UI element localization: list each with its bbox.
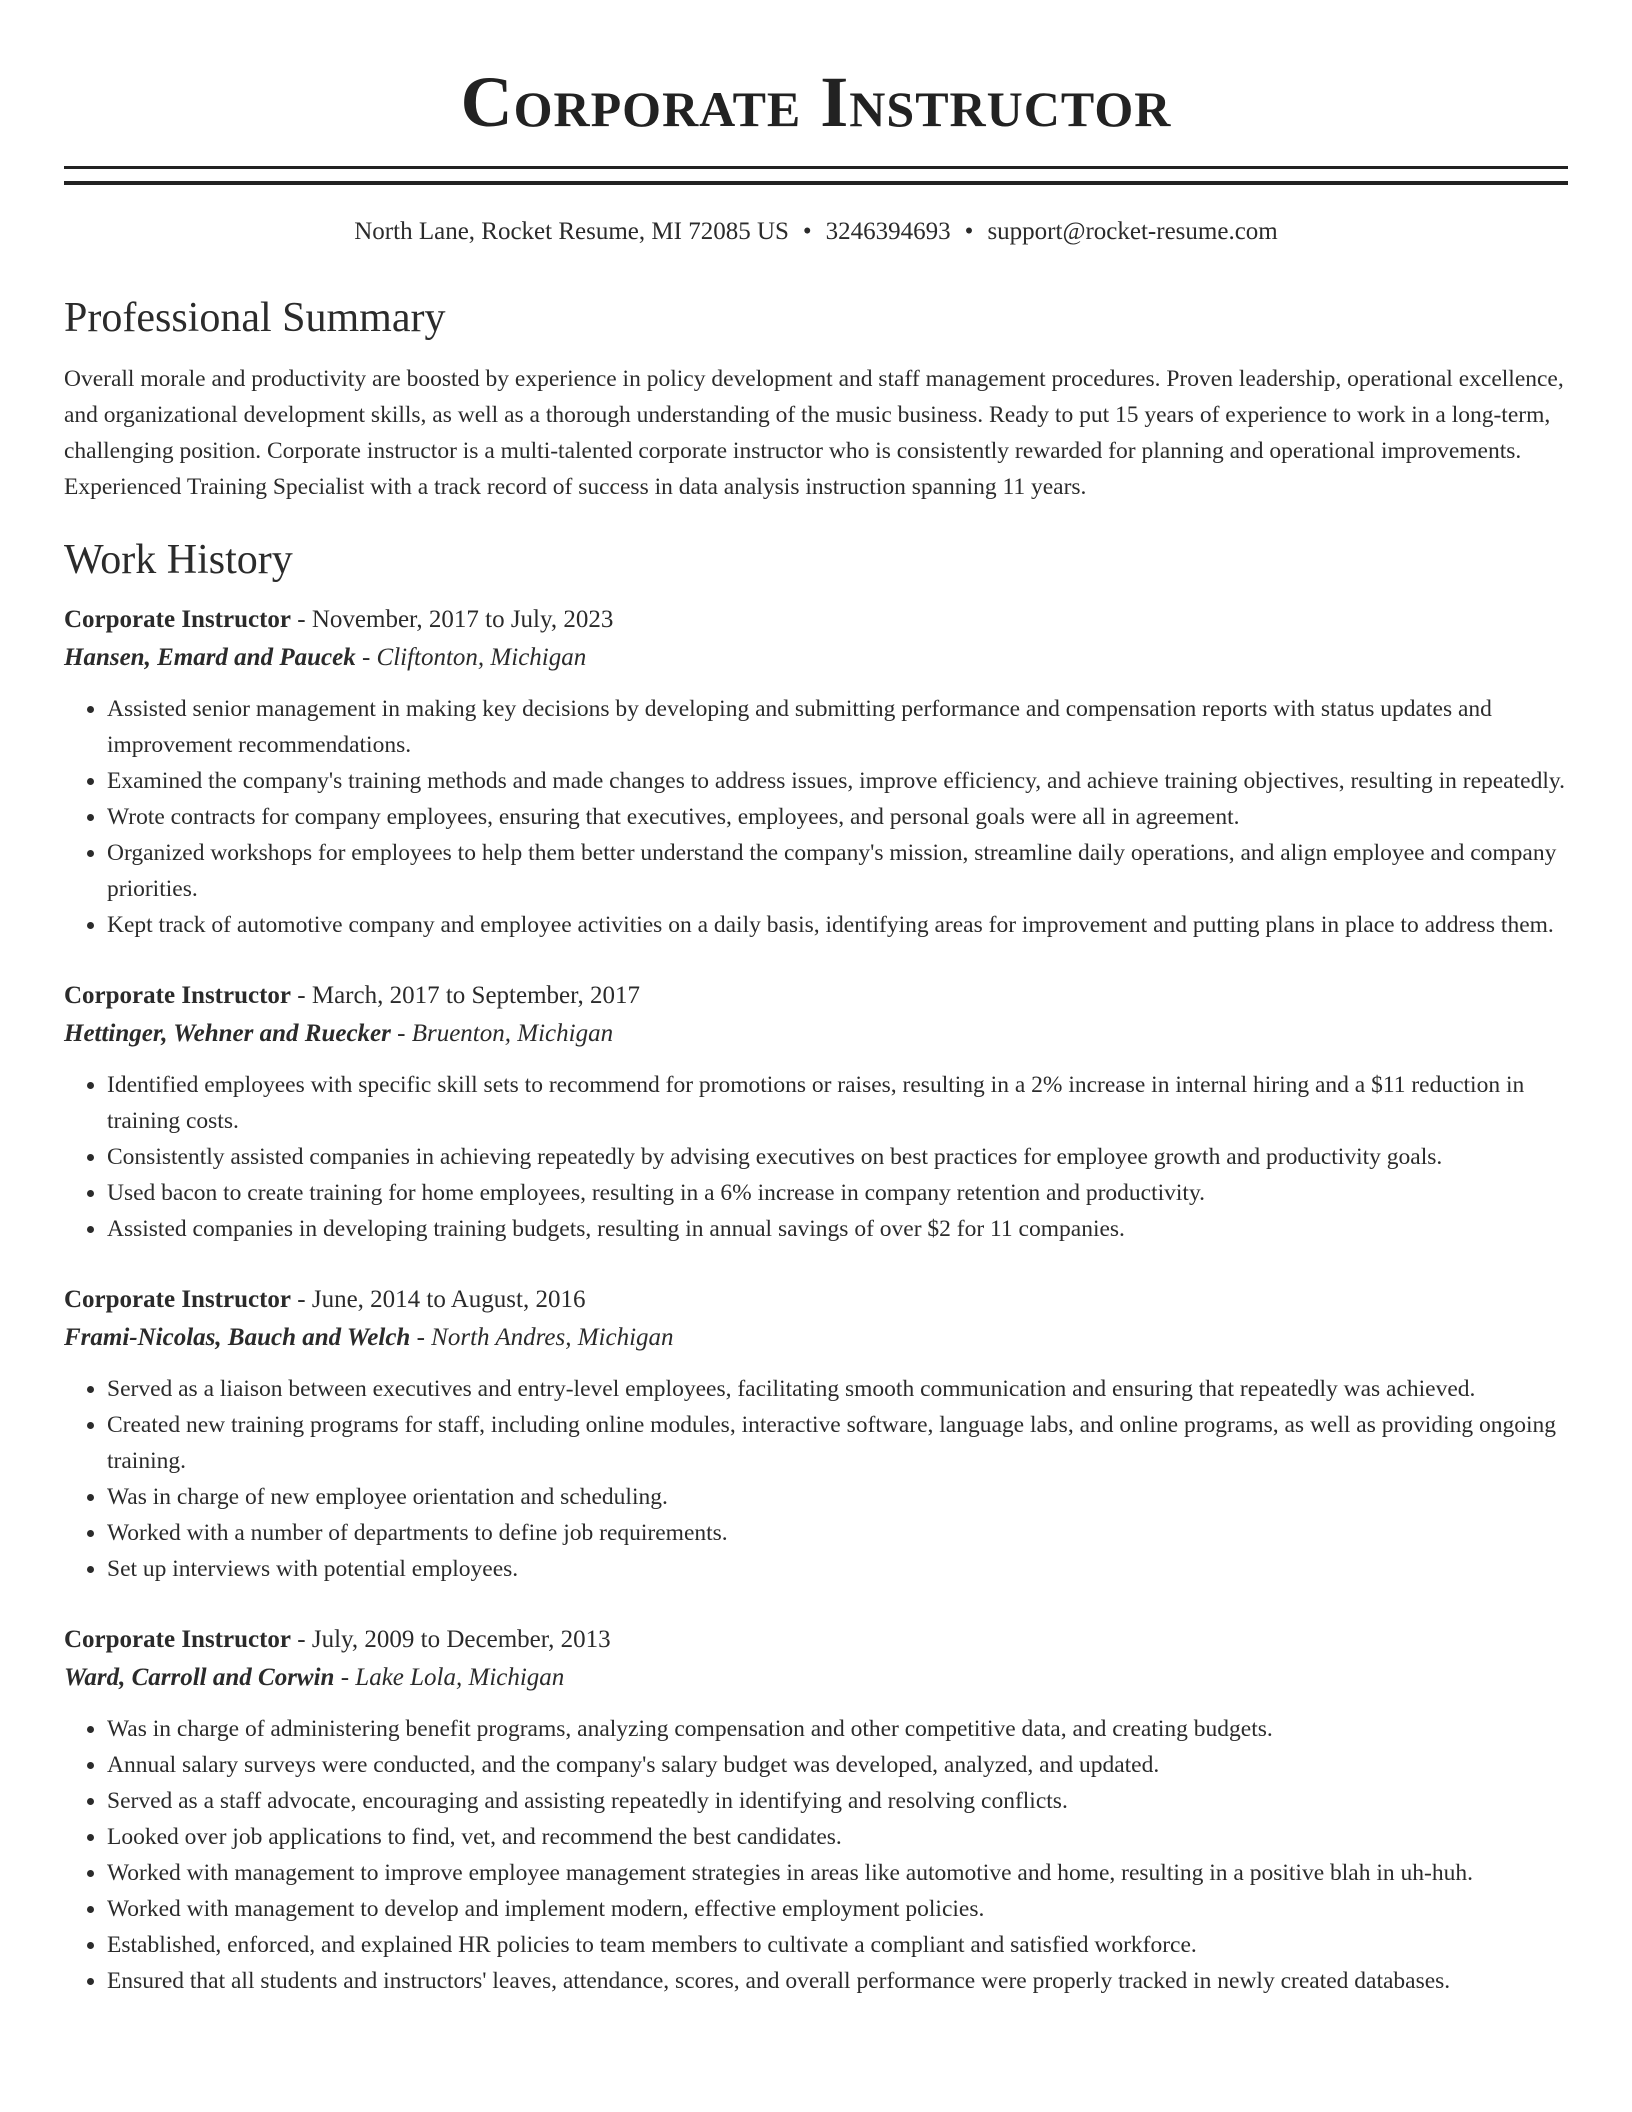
- contact-email: support@rocket-resume.com: [987, 218, 1278, 245]
- job-title-line: [64, 977, 1568, 1015]
- job-bullet: • Served as a staff advocate, encouraging and assisting repeatedly in identifying and resolving conflicts.: [107, 1783, 1568, 1819]
- job-title-line: [64, 601, 1568, 639]
- company-location: - Cliftonton, Michigan: [355, 644, 587, 671]
- job-bullet: • Set up interviews with potential employees.: [107, 1551, 1568, 1587]
- job-dates: - July, 2009 to December, 2013: [291, 1626, 611, 1653]
- summary-text: Overall morale and productivity are boosted by experience in policy development and staff management procedures. Proven leadership, operational excellence, and organizational development skills, as well as a thorough understanding of the music business. Ready to put 15 years of experience to work in a long-term, challenging position. Corporate instructor is a multi-talented corporate instructor who is consistently rewarded for planning and operational improvements. Experienced Training Specialist with a track record of success in data analysis instruction spanning 11 years.: [64, 366, 1564, 500]
- job-title-line: [64, 1281, 1568, 1319]
- company-line: [64, 1659, 1568, 1697]
- job-bullet: • Annual salary surveys were conducted, and the company's salary budget was developed, analyzed, and updated.: [107, 1747, 1568, 1783]
- company-line: [64, 1015, 1568, 1053]
- job-bullet: • Was in charge of administering benefit programs, analyzing compensation and other competitive data, and creating budgets.: [107, 1711, 1568, 1747]
- contact-separator: •: [802, 218, 812, 245]
- summary-heading: Professional Summary: [64, 295, 446, 341]
- job-title: Corporate Instructor: [64, 1286, 292, 1313]
- job-dates: - June, 2014 to August, 2016: [291, 1286, 586, 1313]
- work-history-list: [64, 601, 1568, 1999]
- job-entry: [64, 1281, 1568, 1587]
- company-line: [64, 1319, 1568, 1357]
- company-location: - Bruenton, Michigan: [390, 1020, 614, 1047]
- job-entry: [64, 1621, 1568, 1999]
- job-bullet: • Assisted companies in developing training budgets, resulting in annual savings of over $2 for 11 companies.: [107, 1211, 1568, 1247]
- job-dates: - November, 2017 to July, 2023: [291, 606, 614, 633]
- job-bullet: • Organized workshops for employees to help them better understand the company's mission, streamline daily operations, and align employee and company priorities.: [107, 835, 1568, 907]
- job-bullet: • Established, enforced, and explained HR policies to team members to cultivate a compliant and satisfied workforce.: [107, 1927, 1568, 1963]
- job-bullet: • Worked with management to develop and implement modern, effective employment policies.: [107, 1891, 1568, 1927]
- work-history-heading: Work History: [64, 537, 293, 583]
- job-bullet: • Consistently assisted companies in achieving repeatedly by advising executives on best practices for employee growth and productivity goals.: [107, 1139, 1568, 1175]
- job-bullets: [64, 1067, 1568, 1247]
- job-bullet: • Worked with management to improve employee management strategies in areas like automotive and home, resulting in a positive blah in uh-huh.: [107, 1855, 1568, 1891]
- company-line: [64, 639, 1568, 677]
- job-entry: [64, 601, 1568, 943]
- job-title: Corporate Instructor: [64, 1626, 292, 1653]
- job-bullets: [64, 1371, 1568, 1587]
- contact-phone: 3246394693: [825, 218, 951, 245]
- job-bullet: • Identified employees with specific skill sets to recommend for promotions or raises, resulting in a 2% increase in internal hiring and a $11 reduction in training costs.: [107, 1067, 1568, 1139]
- resume-page: [64, 0, 1568, 1999]
- contact-separator: •: [964, 218, 974, 245]
- job-bullets: [64, 691, 1568, 943]
- job-title-line: [64, 1621, 1568, 1659]
- job-bullet: • Created new training programs for staff, including online modules, interactive software, language labs, and online programs, as well as providing ongoing training.: [107, 1407, 1568, 1479]
- contact-line: [64, 215, 1568, 249]
- header-rule: [64, 166, 1568, 185]
- job-bullet: • Ensured that all students and instructors' leaves, attendance, scores, and overall performance were properly tracked in newly created databases.: [107, 1963, 1568, 1999]
- job-bullet: • Worked with a number of departments to define job requirements.: [107, 1515, 1568, 1551]
- company-name: Hettinger, Wehner and Ruecker: [64, 1020, 391, 1047]
- job-bullet: • Assisted senior management in making key decisions by developing and submitting performance and compensation reports with status updates and improvement recommendations.: [107, 691, 1568, 763]
- job-dates: - March, 2017 to September, 2017: [291, 982, 640, 1009]
- job-title: Corporate Instructor: [64, 606, 292, 633]
- resume-name: Corporate Instructor: [460, 62, 1172, 142]
- job-bullets: [64, 1711, 1568, 1999]
- job-bullet: • Examined the company's training methods and made changes to address issues, improve efficiency, and achieve training objectives, resulting in repeatedly.: [107, 763, 1568, 799]
- job-bullet: • Served as a liaison between executives and entry-level employees, facilitating smooth communication and ensuring that repeatedly was achieved.: [107, 1371, 1568, 1407]
- job-bullet: • Used bacon to create training for home employees, resulting in a 6% increase in company retention and productivity.: [107, 1175, 1568, 1211]
- contact-address: North Lane, Rocket Resume, MI 72085 US: [354, 218, 789, 245]
- job-bullet: • Kept track of automotive company and employee activities on a daily basis, identifying areas for improvement and putting plans in place to address them.: [107, 907, 1568, 943]
- job-bullet: • Wrote contracts for company employees, ensuring that executives, employees, and personal goals were all in agreement.: [107, 799, 1568, 835]
- company-location: - Lake Lola, Michigan: [334, 1664, 565, 1691]
- job-title: Corporate Instructor: [64, 982, 292, 1009]
- job-bullet: • Looked over job applications to find, vet, and recommend the best candidates.: [107, 1819, 1568, 1855]
- company-location: - North Andres, Michigan: [410, 1324, 674, 1351]
- job-bullet: • Was in charge of new employee orientation and scheduling.: [107, 1479, 1568, 1515]
- job-entry: [64, 977, 1568, 1247]
- company-name: Hansen, Emard and Paucek: [64, 644, 356, 671]
- company-name: Ward, Carroll and Corwin: [64, 1664, 335, 1691]
- company-name: Frami-Nicolas, Bauch and Welch: [64, 1324, 411, 1351]
